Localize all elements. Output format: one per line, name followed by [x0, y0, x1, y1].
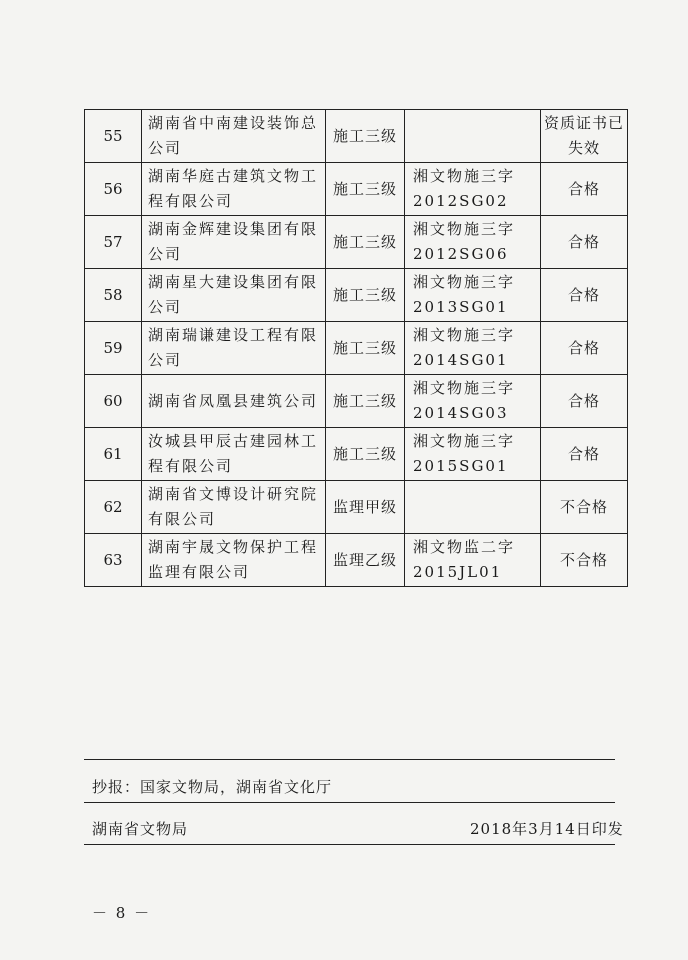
certificate-number-cell: 湘文物施三字2012SG02 [405, 163, 541, 216]
result-cell: 合格 [541, 163, 628, 216]
row-number-cell: 58 [85, 269, 142, 322]
qualification-level-cell: 施工三级 [326, 375, 405, 428]
qualification-level-cell: 施工三级 [326, 110, 405, 163]
qualification-level-cell: 施工三级 [326, 163, 405, 216]
footer-top-rule [84, 759, 615, 760]
qualification-level-cell: 施工三级 [326, 428, 405, 481]
company-name-cell: 湖南瑞谦建设工程有限公司 [142, 322, 326, 375]
certificate-number-cell: 湘文物施三字2015SG01 [405, 428, 541, 481]
certificate-number-cell: 湘文物施三字2013SG01 [405, 269, 541, 322]
row-number-cell: 62 [85, 481, 142, 534]
company-name-cell: 湖南华庭古建筑文物工程有限公司 [142, 163, 326, 216]
table-row [85, 375, 628, 428]
row-number-cell: 57 [85, 216, 142, 269]
qualification-table [84, 109, 628, 587]
certificate-number-cell: 湘文物施三字2014SG01 [405, 322, 541, 375]
row-number-cell: 60 [85, 375, 142, 428]
qualification-level-cell: 监理甲级 [326, 481, 405, 534]
table-body [85, 110, 628, 587]
qualification-level-cell: 施工三级 [326, 322, 405, 375]
qualification-level-cell: 施工三级 [326, 216, 405, 269]
certificate-number-cell: 湘文物施三字2012SG06 [405, 216, 541, 269]
result-cell: 合格 [541, 216, 628, 269]
table-row [85, 534, 628, 587]
company-name-cell: 汝城县甲辰古建园林工程有限公司 [142, 428, 326, 481]
company-name-cell: 湖南省中南建设装饰总公司 [142, 110, 326, 163]
page-number: － 8 － [92, 904, 152, 922]
row-number-cell: 63 [85, 534, 142, 587]
row-number-cell: 61 [85, 428, 142, 481]
row-number-cell: 56 [85, 163, 142, 216]
certificate-number-cell: 湘文物施三字2014SG03 [405, 375, 541, 428]
table-row [85, 481, 628, 534]
result-cell: 合格 [541, 269, 628, 322]
result-cell: 资质证书已失效 [541, 110, 628, 163]
issue-date: 2018年3月14日印发 [470, 820, 624, 838]
certificate-number-cell [405, 481, 541, 534]
table-row [85, 269, 628, 322]
footer-bottom-rule [84, 844, 615, 845]
issuer-name: 湖南省文物局 [92, 820, 189, 838]
result-cell: 合格 [541, 322, 628, 375]
company-name-cell: 湖南省凤凰县建筑公司 [142, 375, 326, 428]
certificate-number-cell [405, 110, 541, 163]
table-row [85, 322, 628, 375]
result-cell: 合格 [541, 375, 628, 428]
certificate-number-cell: 湘文物监二字2015JL01 [405, 534, 541, 587]
company-name-cell: 湖南星大建设集团有限公司 [142, 269, 326, 322]
table-row [85, 110, 628, 163]
result-cell: 不合格 [541, 534, 628, 587]
result-cell: 不合格 [541, 481, 628, 534]
row-number-cell: 55 [85, 110, 142, 163]
table-row [85, 428, 628, 481]
company-name-cell: 湖南省文博设计研究院有限公司 [142, 481, 326, 534]
row-number-cell: 59 [85, 322, 142, 375]
result-cell: 合格 [541, 428, 628, 481]
company-name-cell: 湖南金辉建设集团有限公司 [142, 216, 326, 269]
table-row [85, 163, 628, 216]
cc-line: 抄报：国家文物局，湖南省文化厅 [92, 778, 333, 796]
company-name-cell: 湖南宇晟文物保护工程监理有限公司 [142, 534, 326, 587]
qualification-level-cell: 施工三级 [326, 269, 405, 322]
footer-middle-rule [84, 802, 615, 803]
table-row [85, 216, 628, 269]
qualification-level-cell: 监理乙级 [326, 534, 405, 587]
